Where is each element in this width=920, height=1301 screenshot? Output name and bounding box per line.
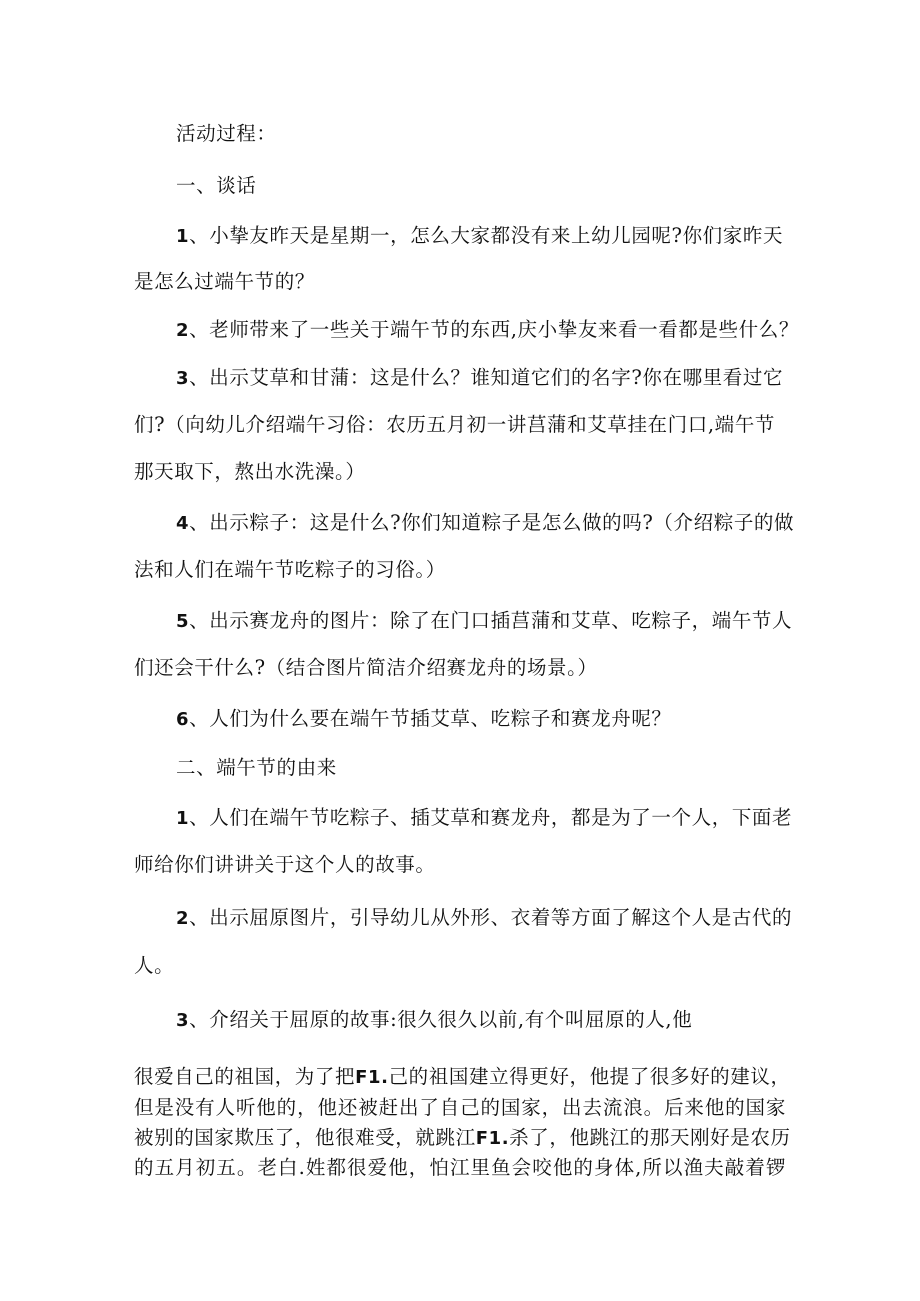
- paragraph-line: [176, 609, 792, 634]
- paragraph-line: 们?（向幼儿介绍端午习俗：农历五月初一讲莒蒲和艾草挂在门口,端午节: [134, 413, 775, 436]
- item-number: 3: [176, 1010, 190, 1031]
- item-number: 5: [176, 611, 190, 632]
- paragraph-line: 师给你们讲讲关于这个人的故事。: [134, 853, 436, 876]
- item-text: 、人们在端午节吃粽子、插艾草和赛龙舟，都是为了一个人，下面老: [189, 806, 793, 829]
- story-text: 杀了，他跳江的那天刚好是农历: [509, 1126, 791, 1149]
- item-text: 、出示粽子：这是什么?你们知道粽子是怎么做的吗?（介绍粽子的做: [189, 511, 795, 534]
- paragraph-line: 是怎么过端午节的？: [134, 270, 315, 293]
- item-number: 2: [176, 908, 190, 929]
- item-text: 、出示屈原图片，引导幼儿从外形、衣着等方面了解这个人是古代的: [189, 906, 793, 929]
- paragraph-line: [176, 906, 792, 931]
- section-heading-talk: 一、谈话: [176, 174, 257, 197]
- paragraph-line: [176, 366, 783, 391]
- paragraph-line: [176, 1008, 692, 1033]
- paragraph-line: [176, 806, 792, 831]
- paragraph-line: [176, 707, 672, 732]
- item-text: 、出示赛龙舟的图片：除了在门口插莒蒲和艾草、吃粽子，端午节人: [189, 609, 793, 632]
- paragraph-line: 们还会干什么?（结合图片简洁介绍赛龙舟的场景。）: [134, 656, 598, 679]
- story-text: 很爱自己的祖国，为了把: [134, 1065, 356, 1088]
- item-text: 、介绍关于屈原的故事:很久很久以前,有个叫屈原的人,他: [189, 1008, 693, 1031]
- item-text: 、老师带来了一些关于端午节的东西,庆小挚友来看一看都是些什么？: [189, 318, 799, 341]
- item-text: 、人们为什么要在端午节插艾草、吃粽子和赛龙舟呢？: [189, 707, 672, 730]
- story-text: 己的祖国建立得更好，他提了很多好的建议，: [388, 1065, 791, 1088]
- story-text: 被别的国家欺压了，他很难受，就跳江: [134, 1126, 476, 1149]
- item-number: 3: [176, 368, 190, 389]
- paragraph-line: 那天取下，熬出水洗澡。）: [134, 460, 366, 483]
- ocr-artifact: F1.: [355, 1067, 389, 1088]
- paragraph-line: [176, 224, 783, 249]
- activity-heading: 活动过程：: [176, 122, 277, 145]
- item-number: 6: [176, 709, 190, 730]
- section-heading-origin: 二、端午节的由来: [176, 756, 337, 779]
- paragraph-line: 人。: [134, 954, 175, 977]
- item-number: 1: [176, 226, 190, 247]
- paragraph-line: 法和人们在端午节吃粽子的习俗。）: [134, 558, 446, 581]
- story-line: 的五月初五。老白.姓都很爱他，怕江里鱼会咬他的身体,所以渔夫敲着锣: [134, 1156, 786, 1179]
- story-line: [134, 1065, 791, 1090]
- item-number: 2: [176, 320, 190, 341]
- story-line: [134, 1126, 791, 1151]
- item-number: 1: [176, 808, 190, 829]
- story-line: 但是没有人听他的，他还被赶出了自己的国家，出去流浪。后来他的国家: [134, 1096, 786, 1119]
- item-text: 、小挚友昨天是星期一，怎么大家都没有来上幼儿园呢?你们家昨天: [189, 224, 784, 247]
- item-text: 、出示艾草和甘蒲：这是什么？谁知道它们的名字?你在哪里看过它: [189, 366, 784, 389]
- paragraph-line: [176, 511, 794, 536]
- paragraph-line: [176, 318, 799, 343]
- item-number: 4: [176, 513, 190, 534]
- ocr-artifact: F1.: [475, 1128, 510, 1149]
